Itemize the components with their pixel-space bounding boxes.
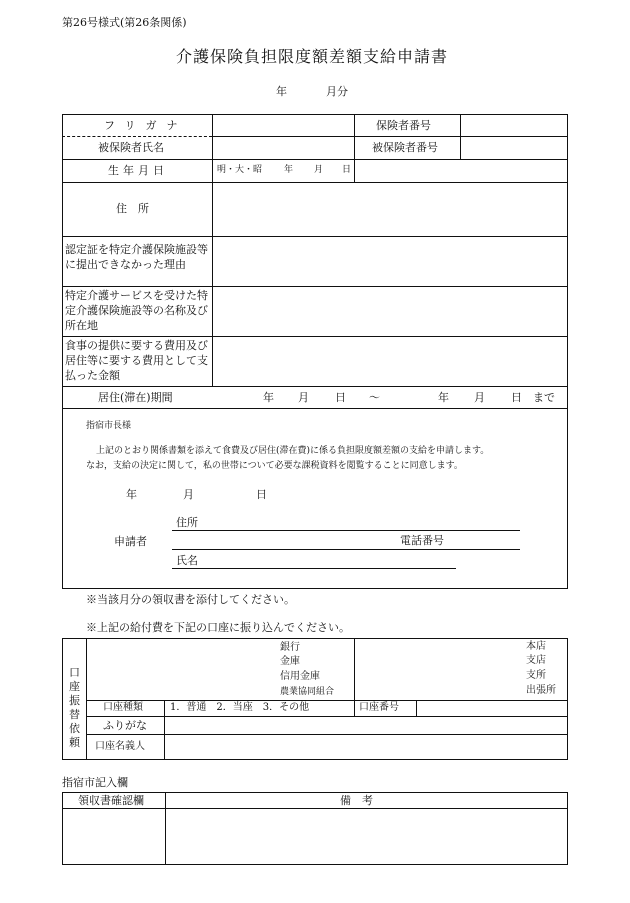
insurer-number-label: 保険者番号 <box>376 119 431 132</box>
bank-side-label-2: 座 <box>69 680 80 693</box>
stay-end-made: まで <box>533 391 555 404</box>
bank-name-input[interactable] <box>90 642 280 698</box>
remarks-label: 備 考 <box>340 794 373 807</box>
birth-month-unit: 月 <box>314 165 324 175</box>
birth-year-unit: 年 <box>284 165 294 175</box>
insured-number-label: 被保険者番号 <box>372 141 438 154</box>
bank-side-label-5: 依 <box>69 722 80 735</box>
furigana-divider <box>62 136 212 137</box>
reason-label: 認定証を特定介護保険施設等に提出できなかった理由 <box>65 243 208 271</box>
bank-side-label-1: 口 <box>69 666 80 679</box>
applicant-address-label: 住所 <box>176 516 198 529</box>
stay-period-label: 居住(滞在)期間 <box>98 391 173 404</box>
period-year: 年 <box>276 85 287 98</box>
applicant-label: 申請者 <box>114 535 147 548</box>
insured-name-input[interactable] <box>214 139 356 159</box>
reason-input[interactable] <box>214 239 568 287</box>
account-holder-input[interactable] <box>168 737 568 759</box>
birth-date-label: 生年月日 <box>108 164 168 177</box>
account-type-options[interactable]: 1．普通 2．当座 3．その他 <box>170 702 310 713</box>
stay-start-day-unit: 日 <box>335 391 346 404</box>
stay-end-month-unit: 月 <box>474 391 485 404</box>
birth-era-options: 明・大・昭 <box>217 165 263 175</box>
declaration-line-2: なお，支給の決定に関して，私の世帯について必要な課税資料を閲覧することに同意します。 <box>86 461 463 471</box>
facility-input[interactable] <box>214 289 568 337</box>
furigana-label: フリガナ <box>104 119 188 132</box>
facility-label: 特定介護サービスを受けた特定介護保険施設等の名称及び所在地 <box>65 289 208 332</box>
stay-end-day-unit: 日 <box>511 391 522 404</box>
stay-tilde: 〜 <box>369 391 380 404</box>
bank-side-label-4: 替 <box>69 708 80 721</box>
furigana-account-label: ふりがな <box>103 719 147 732</box>
declaration-day-unit: 日 <box>256 488 267 501</box>
phone-input[interactable] <box>456 532 522 550</box>
bank-type-kinko: 金庫 <box>280 656 300 667</box>
branch-type-shutchojo: 出張所 <box>526 685 556 696</box>
receipt-check-label: 領収書確認欄 <box>78 794 144 807</box>
stay-start-month-unit: 月 <box>298 391 309 404</box>
address-label: 住 所 <box>116 202 149 215</box>
bank-type-nokyo: 農業協同組合 <box>280 687 335 697</box>
city-section-heading: 指宿市記入欄 <box>62 776 128 789</box>
bank-type-bank: 銀行 <box>280 642 300 653</box>
applicant-name-label: 氏名 <box>176 554 198 567</box>
addressee: 指宿市長様 <box>86 421 132 431</box>
applicant-name-input[interactable] <box>206 551 456 569</box>
account-number-input[interactable] <box>419 702 569 716</box>
address-input[interactable] <box>214 185 568 235</box>
bank-type-shinyo-kinko: 信用金庫 <box>280 671 320 682</box>
stay-start-year-unit: 年 <box>263 391 274 404</box>
declaration-line-1: 上記のとおり関係書類を添えて食費及び居住(滞在費)に係る負担限度額差額の支給を申請します。 <box>96 446 490 456</box>
branch-name-input[interactable] <box>358 642 522 698</box>
note-receipt: ※当該月分の領収書を添付してください。 <box>86 593 295 606</box>
amount-input[interactable] <box>214 339 568 385</box>
insured-name-label: 被保険者氏名 <box>98 141 164 154</box>
insurer-number-input[interactable] <box>462 116 570 136</box>
page-title: 介護保険負担限度額差額支給申請書 <box>176 47 449 66</box>
bank-side-label-3: 振 <box>69 694 80 707</box>
branch-type-honten: 本店 <box>526 641 546 652</box>
phone-label: 電話番号 <box>400 534 444 547</box>
declaration-month-unit: 月 <box>183 488 194 501</box>
amount-label: 食事の提供に要する費用及び居住等に要する費用として支払った金額 <box>65 339 208 382</box>
account-holder-label: 口座名義人 <box>95 741 145 752</box>
insured-number-input[interactable] <box>462 139 570 159</box>
branch-type-shiten: 支店 <box>526 655 546 666</box>
account-type-label: 口座種類 <box>103 702 143 713</box>
stay-end-year-unit: 年 <box>438 391 449 404</box>
account-number-label: 口座番号 <box>359 702 399 713</box>
bank-side-label-6: 頼 <box>69 736 80 749</box>
declaration-year-unit: 年 <box>126 488 137 501</box>
account-furigana-input[interactable] <box>168 718 568 734</box>
form-number: 第26号様式(第26条関係) <box>62 16 187 29</box>
furigana-input[interactable] <box>214 116 356 136</box>
branch-type-shisho: 支所 <box>526 670 546 681</box>
period-month: 月分 <box>326 85 348 98</box>
birth-day-unit: 日 <box>342 165 352 175</box>
note-transfer: ※上記の給付費を下記の口座に振り込んでください。 <box>86 621 350 634</box>
applicant-address-input[interactable] <box>206 513 520 531</box>
